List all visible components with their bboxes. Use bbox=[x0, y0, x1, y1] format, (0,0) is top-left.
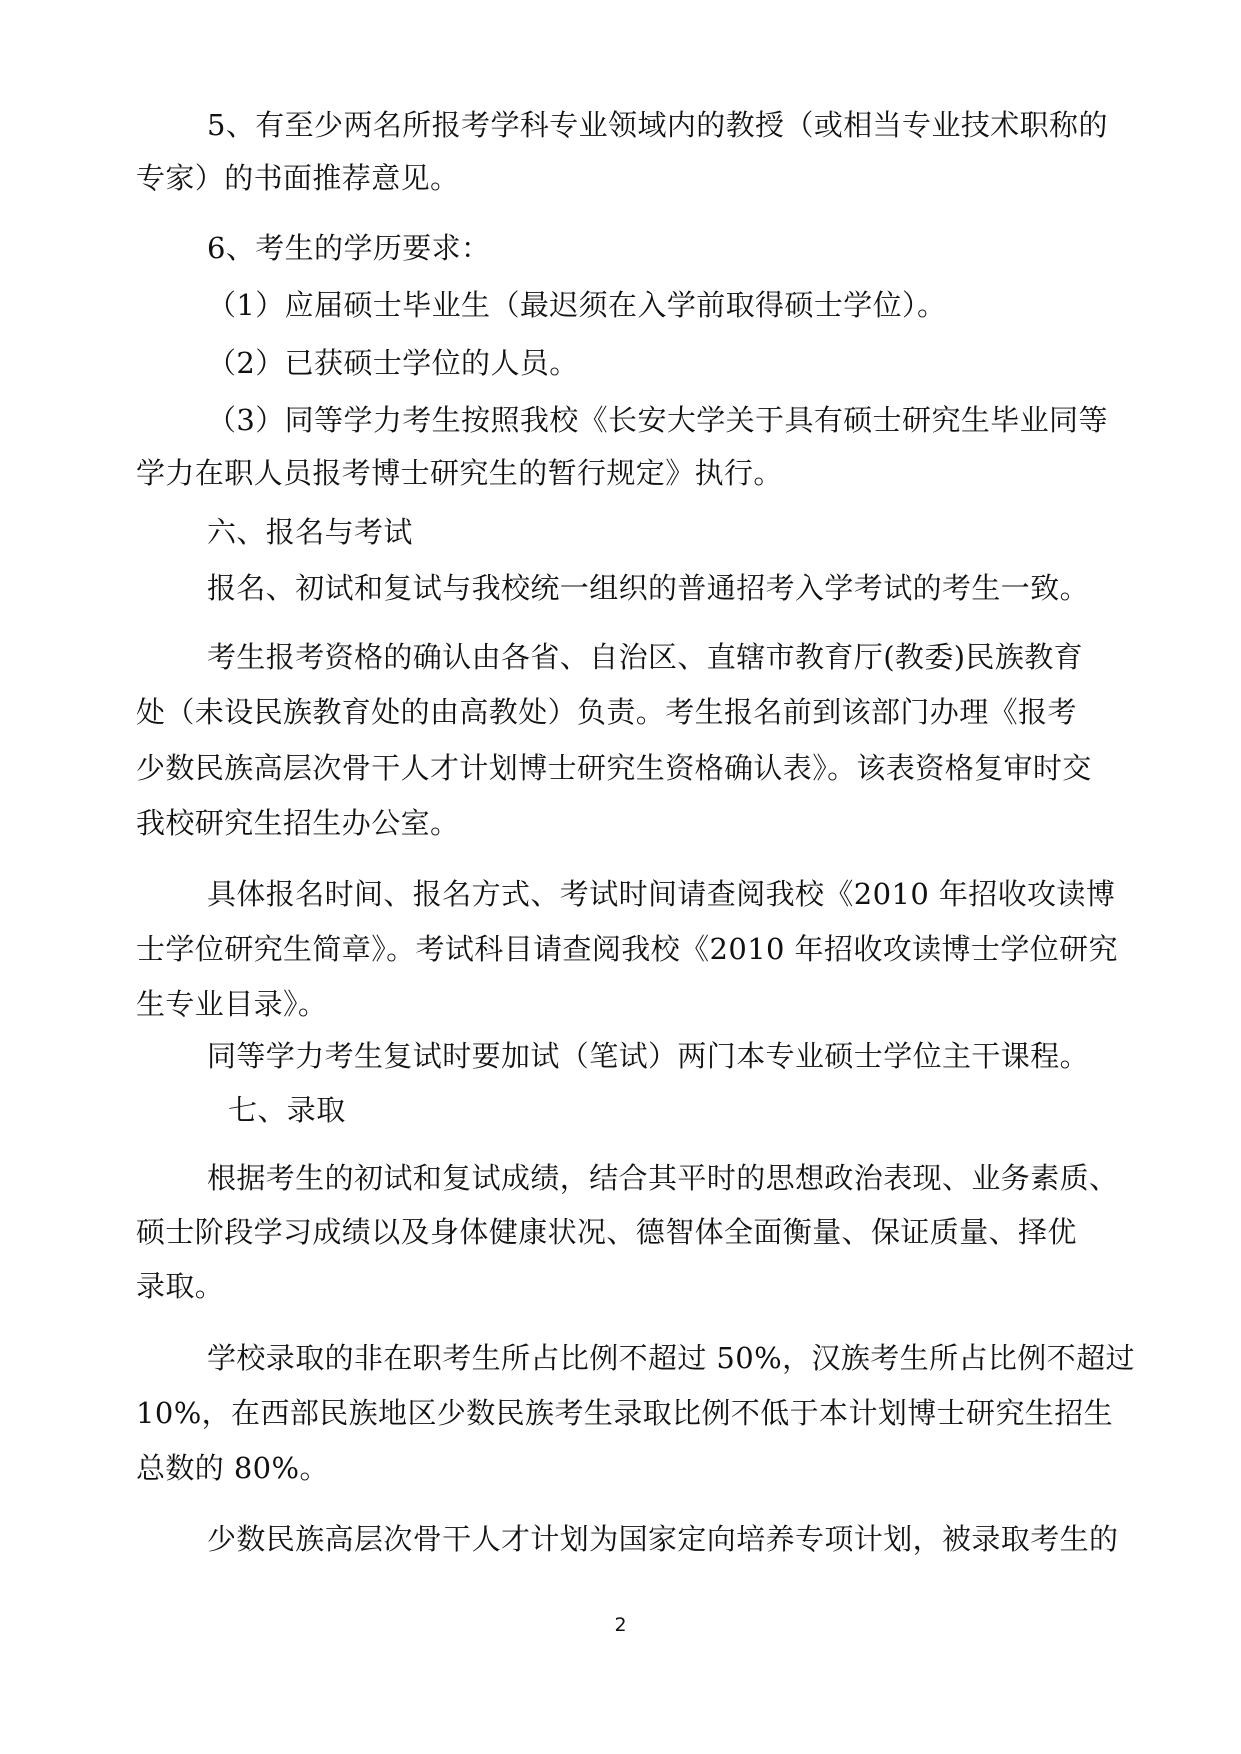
text-line-17: 同等学力考生复试时要加试（笔试）两门本专业硕士学位主干课程。 bbox=[207, 1039, 1090, 1073]
text-line-10: 考生报考资格的确认由各省、自治区、直辖市教育厅(教委)民族教育 bbox=[207, 640, 1084, 674]
text-line-12: 少数民族高层次骨干人才计划博士研究生资格确认表》。该表资格复审时交 bbox=[136, 751, 1092, 785]
text-line-9: 报名、初试和复试与我校统一组织的普通招考入学考试的考生一致。 bbox=[207, 571, 1090, 605]
text-line-7: 学力在职人员报考博士研究生的暂行规定》执行。 bbox=[136, 456, 783, 490]
section-heading-admission: 七、录取 bbox=[228, 1093, 346, 1127]
text-line-6: （3）同等学力考生按照我校《长安大学关于具有硕士研究生毕业同等 bbox=[207, 403, 1108, 437]
text-line-19: 根据考生的初试和复试成绩，结合其平时的思想政治表现、业务素质、 bbox=[207, 1161, 1119, 1195]
text-line-1: 5、有至少两名所报考学科专业领域内的教授（或相当专业技术职称的 bbox=[207, 108, 1108, 142]
text-line-21: 录取。 bbox=[136, 1269, 225, 1303]
text-line-5: （2）已获硕士学位的人员。 bbox=[207, 346, 579, 380]
text-line-15: 士学位研究生简章》。考试科目请查阅我校《2010 年招收攻读博士学位研究 bbox=[136, 932, 1118, 966]
text-line-23: 10%，在西部民族地区少数民族考生录取比例不低于本计划博士研究生招生 bbox=[136, 1396, 1114, 1430]
section-heading-registration: 六、报名与考试 bbox=[207, 515, 413, 549]
page-number: 2 bbox=[614, 1614, 627, 1636]
text-line-16: 生专业目录》。 bbox=[136, 987, 328, 1021]
text-line-14: 具体报名时间、报名方式、考试时间请查阅我校《2010 年招收攻读博 bbox=[207, 877, 1116, 911]
text-line-11: 处（未设民族教育处的由高教处）负责。考生报名前到该部门办理《报考 bbox=[136, 695, 1077, 729]
text-line-3: 6、考生的学历要求： bbox=[207, 231, 491, 265]
text-line-13: 我校研究生招生办公室。 bbox=[136, 806, 460, 840]
text-line-25: 少数民族高层次骨干人才计划为国家定向培养专项计划，被录取考生的 bbox=[207, 1522, 1119, 1556]
text-line-22: 学校录取的非在职考生所占比例不超过 50%，汉族考生所占比例不超过 bbox=[207, 1341, 1135, 1375]
text-line-4: （1）应届硕士毕业生（最迟须在入学前取得硕士学位）。 bbox=[207, 288, 947, 322]
text-line-20: 硕士阶段学习成绩以及身体健康状况、德智体全面衡量、保证质量、择优 bbox=[136, 1215, 1077, 1249]
text-line-24: 总数的 80%。 bbox=[136, 1451, 329, 1485]
text-line-2: 专家）的书面推荐意见。 bbox=[136, 161, 460, 195]
